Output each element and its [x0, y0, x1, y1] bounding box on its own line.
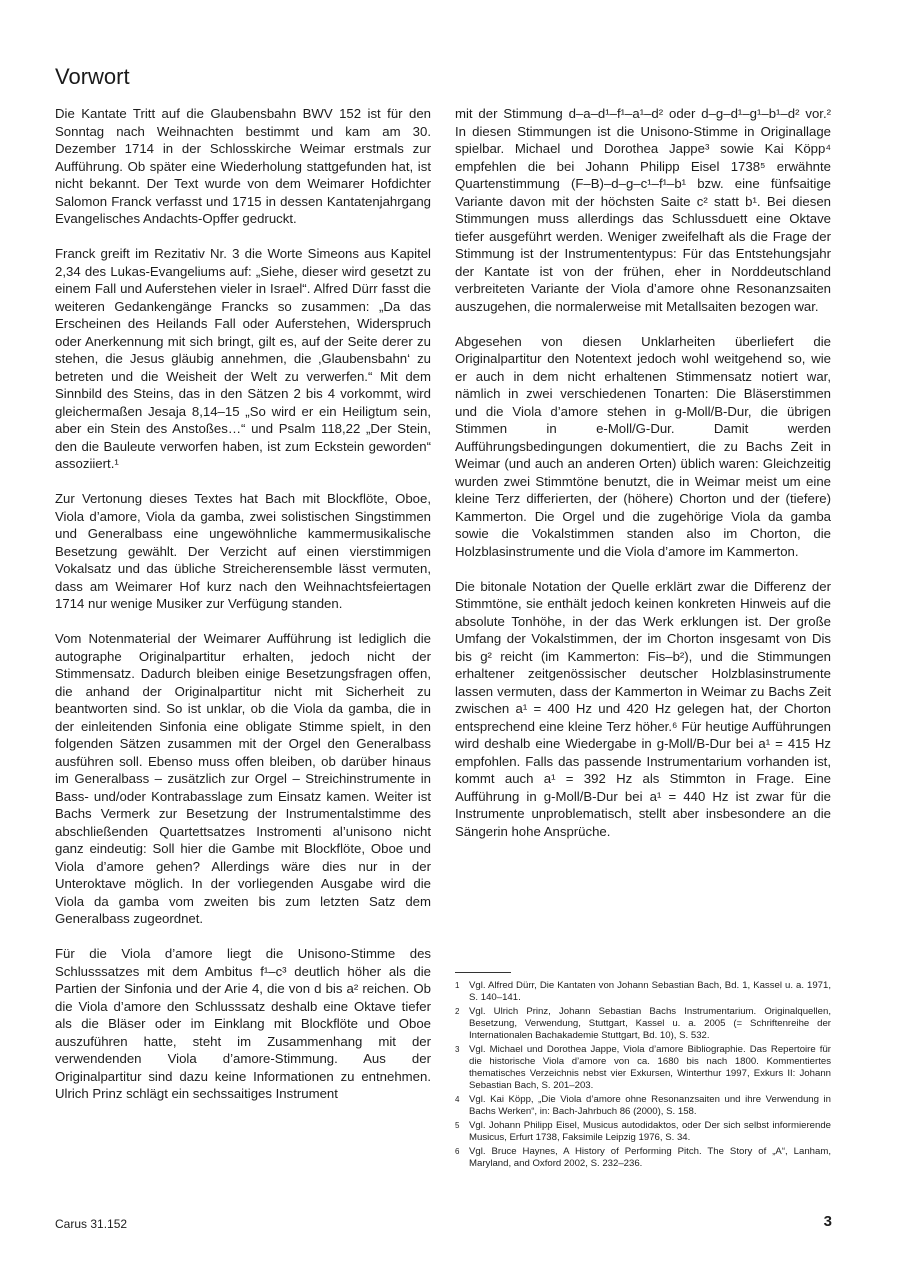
- footnote: [455, 1006, 831, 1042]
- footnotes: [455, 980, 831, 1172]
- paragraph: Die bitonale Notation der Quelle erklärt zwar die Differenz der Stimmtöne, sie enthält jedoch keinen konkreten Hinweis auf die absolute Tonhöhe, in der das Werk erklungen ist. Der große Umfang der Vokalstimmen, der im Chorton insgesamt von Dis bis g² reicht (im Kammerton: Fis–b²), und die Stimmungen erhaltener zeitgenössischer deutscher Holzblasinstrumente lassen vermuten, dass der Kammerton in Weimar zu Bachs Zeit zwischen a¹ = 400 Hz und 420 Hz gelegen hat, der Chorton entsprechend eine kleine Terz höher.⁶ Für heutige Aufführungen wird deshalb eine Wiedergabe in g-Moll/B-Dur bei a¹ = 415 Hz empfohlen. Falls das passende Instrumentarium vorhanden ist, kommt auch a¹ = 392 Hz als Stimmton in Frage. Eine Aufführung in g-Moll/B-Dur bei a¹ = 440 Hz ist zwar für die Instrumente unproblematisch, stellt aber insbesondere an die Sängerin hohe Ansprüche.: [455, 578, 831, 839]
- paragraph: Franck greift im Rezitativ Nr. 3 die Worte Simeons aus Kapitel 2,34 des Lukas-Evangeliums auf: „Siehe, dieser wird gesetzt zu einem Fall und Auferstehen vieler in Israel“. Alfred Dürr fasst die weiteren Gedankengänge Francks so zusammen: „Da das Erscheinen des Heilands Fall oder Auferstehen, Widerspruch oder Anerkennung mit sich bringt, gilt es, auf der Seite derer zu stehen, die Jesus gläubig annehmen, die ‚Glaubensbahn‘ zu betreten und die Weisheit der Welt zu verwerfen.“ Mit dem Sinnbild des Steins, das in den Sätzen 2 bis 4 vorkommt, wird gleichermaßen Jesaja 8,14–15 „So wird er ein Heiligtum sein, aber ein Stein des Anstoßes…“ und Psalm 118,22 „Der Stein, den die Bauleute verworfen haben, ist zum Eckstein geworden“ assoziiert.¹: [55, 246, 431, 471]
- paragraph: Für die Viola d’amore liegt die Unisono-Stimme des Schlusssatzes mit dem Ambitus f¹–c³ deutlich höher als die Partien der Sinfonia und der Arie 4, die von d bis a² reichen. Ob die Viola d’amore den Schlusssatz deshalb eine Oktave tiefer als die Bläser oder im Einklang mit Blockflöte und Oboe auszuführen hatte, steht im Zusammenhang mit der verwendenden Viola d’amore-Stimmung. Aus der Originalpartitur sind dazu keine Informationen zu entnehmen. Ulrich Prinz schlägt ein sechssaitiges Instrument: [55, 946, 431, 1101]
- paragraph: Vom Notenmaterial der Weimarer Aufführung ist lediglich die autographe Originalpartitur erhalten, jedoch nicht der Stimmensatz. Dadurch bleiben einige Besetzungsfragen offen, die anhand der Originalpartitur nicht mit Sicherheit zu beantworten sind. So ist unklar, ob die Viola da gamba, die in der einleitenden Sinfonia eine obligate Stimme spielt, in den folgenden Sätzen zusammen mit der Orgel den Generalbass ausführen soll. Ebenso muss offen bleiben, ob darüber hinaus im Generalbass – zusätzlich zur Orgel – Streichinstrumente in Bass- und/oder Kontrabasslage zum Einsatz kamen. Weiter ist Bachs Vermerk zur Besetzung der Instrumentalstimme des abschließenden Quartettsatzes Instromenti al’unisono nicht ganz eindeutig: Soll hier die Gambe mit Blockflöte, Oboe und Viola d’amore gehen? Allerdings wäre dies nur in der Unteroktave möglich. In der vorliegenden Ausgabe wird die Viola da gamba vom zweiten bis zum letzten Satz dem Generalbass zugeordnet.: [55, 631, 431, 926]
- footnote-text: Vgl. Alfred Dürr, Die Kantaten von Johann Sebastian Bach, Bd. 1, Kassel u. a. 1971, S. 140–141.: [469, 980, 831, 1003]
- paragraph: Die Kantate Tritt auf die Glaubensbahn BWV 152 ist für den Sonntag nach Weihnachten bestimmt und kam am 30. Dezember 1714 in der Schlosskirche Weimar erstmals zur Aufführung. Ob später eine Wiederholung stattgefunden hat, ist nicht bekannt. Der Text wurde von dem Weimarer Hofdichter Salomon Franck verfasst und 1715 in dessen Kantatenjahrgang Evangelisches Andachts-Opffer gedruckt.: [55, 106, 431, 226]
- footnote: [455, 980, 831, 1004]
- footnote-number: 2: [455, 1007, 460, 1016]
- footnote: [455, 1044, 831, 1092]
- right-column: [455, 105, 831, 858]
- footnote: [455, 1120, 831, 1144]
- footnote-text: Vgl. Bruce Haynes, A History of Performing Pitch. The Story of „A“, Lanham, Maryland, and Oxford 2002, S. 232–236.: [469, 1146, 831, 1169]
- footnote-number: 5: [455, 1121, 460, 1130]
- footnote-number: 1: [455, 981, 460, 990]
- paragraph: Zur Vertonung dieses Textes hat Bach mit Blockflöte, Oboe, Viola d’amore, Viola da gamba, zwei solistischen Singstimmen und Generalbass eine ungewöhnliche kammermusikalische Besetzung gewählt. Der Verzicht auf einen vierstimmigen Vokalsatz und das übliche Streicherensemble lässt vermuten, dass am Weimarer Hof kurz nach den Weihnachtsfeiertagen 1714 nur wenige Musiker zur Verfügung standen.: [55, 491, 431, 611]
- footnote: [455, 1094, 831, 1118]
- left-column: [55, 105, 431, 1120]
- footnote-text: Vgl. Kai Köpp, „Die Viola d’amore ohne Resonanzsaiten und ihre Verwendung in Bachs Werken“, in: Bach-Jahrbuch 86 (2000), S. 158.: [469, 1094, 831, 1117]
- page-number: 3: [823, 1213, 832, 1230]
- footnote-divider: [455, 972, 511, 973]
- publisher-catalog-number: Carus 31.152: [55, 1217, 128, 1231]
- paragraph: Abgesehen von diesen Unklarheiten überliefert die Originalpartitur den Notentext jedoch wohl weitgehend so, wie er auch in dem nicht erhaltenen Stimmensatz notiert war, nämlich in zwei verschiedenen Tonarten: Die Bläserstimmen und die Viola d’amore stehen in g-Moll/B-Dur, die übrigen Stimmen in e-Moll/G-Dur. Damit werden Aufführungsbedingungen dokumentiert, die zu Bachs Zeit in Weimar (und auch an anderen Orten) üblich waren: Gleichzeitig wurden zwei Stimmtöne benutzt, die in Weimar meist um eine kleine Terz differierten, der (höhere) Chorton und der (tiefere) Kammerton. Die Orgel und die zugehörige Viola da gamba sowie die Vokalstimmen standen also im Chorton, die Holzblasinstrumente und die Viola d’amore im Kammerton.: [455, 333, 831, 559]
- footnote-text: Vgl. Johann Philipp Eisel, Musicus autodidaktos, oder Der sich selbst informierende Musicus, Erfurt 1738, Faksimile Leipzig 1976, S. 34.: [469, 1120, 831, 1143]
- footnote-number: 3: [455, 1045, 460, 1054]
- footnote: [455, 1146, 831, 1170]
- footnote-number: 6: [455, 1147, 460, 1156]
- page-title: Vorwort: [55, 64, 130, 89]
- footnote-number: 4: [455, 1095, 460, 1104]
- footnote-text: Vgl. Michael und Dorothea Jappe, Viola d’amore Bibliographie. Das Repertoire für die historische Viola d’amore von ca. 1680 bis nach 1800. Kommentiertes thematisches Verzeichnis nebst vier Exkursen, Winterthur 1997, Exkurs II: Johann Sebastian Bach, S. 201–203.: [469, 1044, 831, 1091]
- footnote-text: Vgl. Ulrich Prinz, Johann Sebastian Bachs Instrumentarium. Originalquellen, Besetzung, Verwendung, Stuttgart, Kassel u. a. 2005 (= Schriftenreihe der Internationalen Bachakademie Stuttgart, Bd. 10), S. 532.: [469, 1006, 831, 1041]
- paragraph: mit der Stimmung d–a–d¹–f¹–a¹–d² oder d–g–d¹–g¹–b¹–d² vor.² In diesen Stimmungen ist die Unisono-Stimme in Originallage spielbar. Michael und Dorothea Jappe³ sowie Kai Köpp⁴ empfehlen die bei Johann Philipp Eisel 1738⁵ erwähnte Quartenstimmung (F–B)–d–g–c¹–f¹–b¹ bzw. eine fünfsaitige Variante davon mit der höchsten Saite c² statt b¹. Bei diesen Stimmungen muss allerdings das Schlussduett eine Oktave tiefer ausgeführt werden. Weniger zweifelhaft als die Frage der Stimmung ist der Instrumententypus: Für das Entstehungsjahr der Kantate ist von der frühen, eher in Norddeutschland verbreiteten Variante der Viola d’amore ohne Resonanzsaiten auszugehen, die normalerweise mit Metallsaiten bezogen war.: [455, 106, 831, 314]
